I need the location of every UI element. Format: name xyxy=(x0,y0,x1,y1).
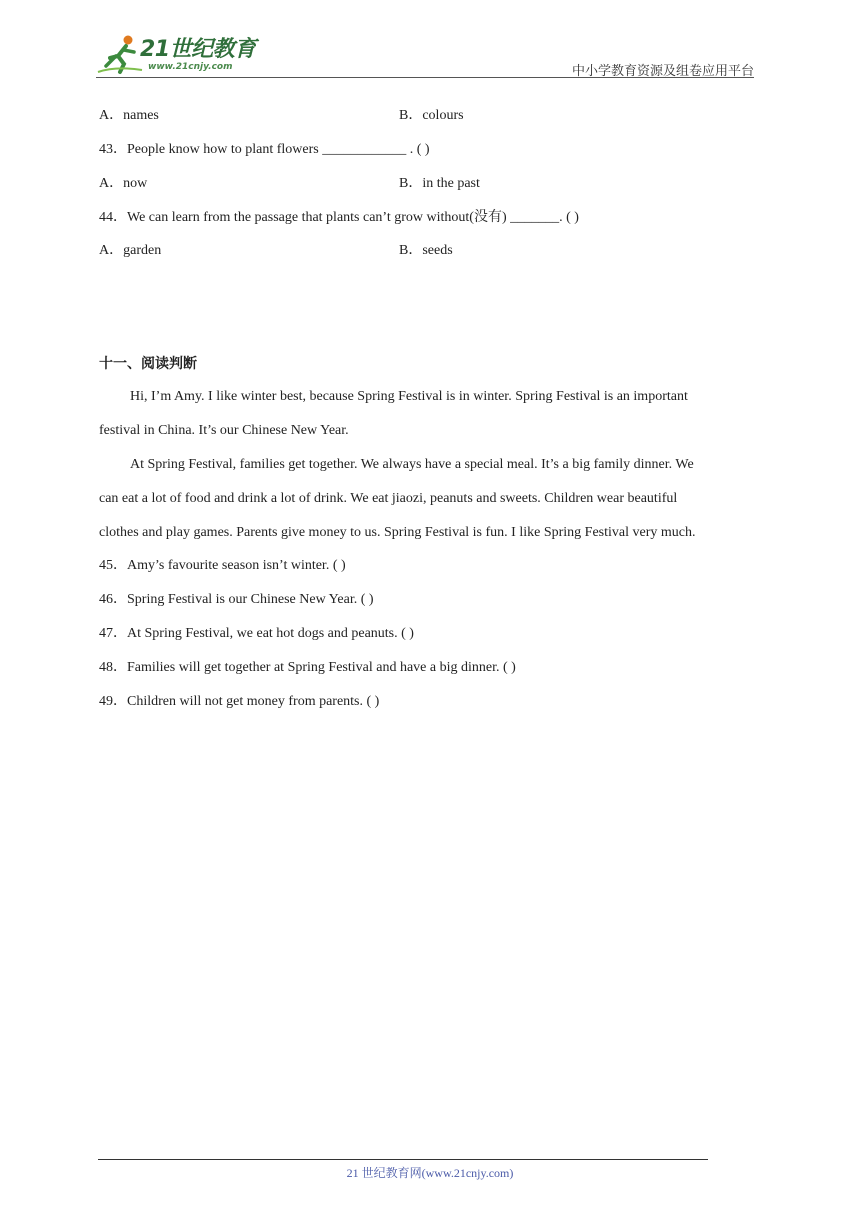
passage-line: festival in China. It’s our Chinese New Year. xyxy=(99,423,349,438)
footer-divider xyxy=(98,1159,708,1160)
page-header xyxy=(96,30,754,78)
logo-url: www.21cnjy.com xyxy=(148,62,233,72)
q44-question: 44．We can learn from the passage that plants can’t grow without(没有) _______. ( ) xyxy=(99,210,579,225)
q43-question: 43．People know how to plant flowers ____________ . ( ) xyxy=(99,142,430,157)
question-45: 45．Amy’s favourite season isn’t winter. ( ) xyxy=(99,558,346,573)
passage-line: At Spring Festival, families get together. We always have a special meal. It’s a big family dinner. We xyxy=(130,457,694,472)
question-47: 47．At Spring Festival, we eat hot dogs and peanuts. ( ) xyxy=(99,626,414,641)
footer-text: 21 世纪教育网(www.21cnjy.com) xyxy=(346,1166,514,1180)
q43-option-b: B．in the past xyxy=(399,176,480,191)
question-46: 46．Spring Festival is our Chinese New Year. ( ) xyxy=(99,592,374,607)
passage-line: clothes and play games. Parents give money to us. Spring Festival is fun. I like Spring Festival very much. xyxy=(99,525,696,540)
logo xyxy=(96,32,266,76)
q42-option-b: B．colours xyxy=(399,108,464,123)
header-divider xyxy=(96,77,754,78)
question-49: 49．Children will not get money from parents. ( ) xyxy=(99,694,380,709)
platform-name: 中小学教育资源及组卷应用平台 xyxy=(571,63,754,78)
logo-text: 21世纪教育 xyxy=(140,37,256,62)
q44-option-a: A．garden xyxy=(99,243,162,258)
section-title: 十一、阅读判断 xyxy=(99,356,197,372)
passage-line: Hi, I’m Amy. I like winter best, because Spring Festival is in winter. Spring Festival is an important xyxy=(130,389,688,404)
q44-option-b: B．seeds xyxy=(399,243,453,258)
q42-option-a: A．names xyxy=(99,108,159,123)
runner-logo-icon xyxy=(96,32,144,76)
q43-option-a: A．now xyxy=(99,176,148,191)
question-48: 48．Families will get together at Spring Festival and have a big dinner. ( ) xyxy=(99,660,516,675)
passage-line: can eat a lot of food and drink a lot of drink. We eat jiaozi, peanuts and sweets. Children wear beautiful xyxy=(99,491,678,506)
